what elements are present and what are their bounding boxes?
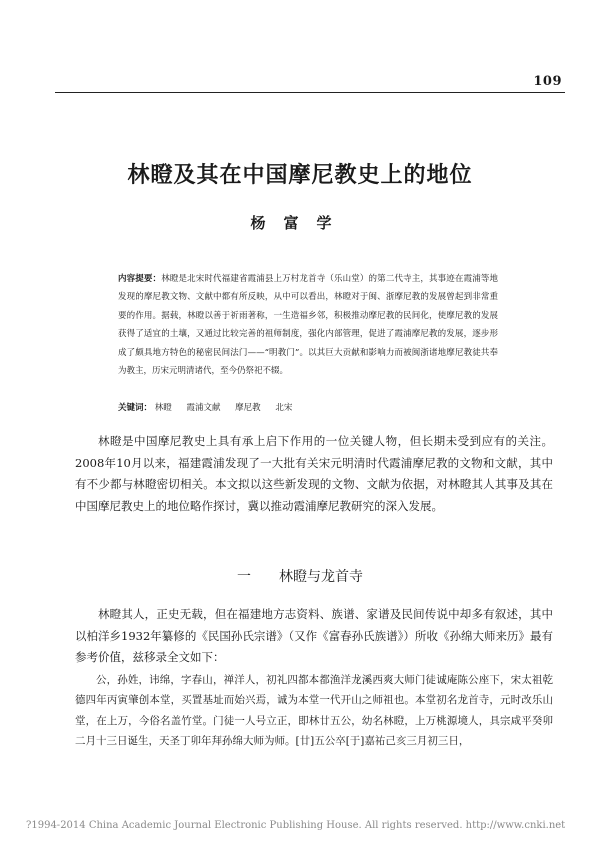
keyword: 霞浦文献	[186, 403, 221, 413]
section-heading	[0, 566, 600, 586]
abstract	[118, 270, 498, 380]
section-title: 林瞪与龙首寺	[279, 569, 363, 585]
keyword: 北宋	[275, 403, 293, 413]
page-number: 109	[533, 74, 562, 89]
intro-paragraph: 林瞪是中国摩尼教史上具有承上启下作用的一位关键人物，但长期未受到应有的关注。2008年10月以来，福建霞浦发现了一大批有关宋元明清时代霞浦摩尼教的文物和文献，其中有不少都与林瞪密切相关。本文拟以这些新发现的文物、文献为依据，对林瞪其人其事及其在中国摩尼教史上的地位略作探讨，冀以推动霞浦摩尼教研究的深入发展。	[75, 434, 553, 513]
quoted-text: 公，孙姓，讳绵，字春山，禅洋人，初礼四都本都渔洋龙溪西爽大师门徒诚庵陈公座下，宋太祖乾德四年丙寅肇创本堂，买置基址而始兴焉，诚为本堂一代开山之师祖也。本堂初名龙首寺，元时改乐山堂，在上万，今俗名盖竹堂。门徒一人号立正，即林廿五公，幼名林瞪，上万桃源境人，具宗咸平癸卯二月十三日诞生，天圣丁卯年拜孙绵大师为师。[廿]五公卒[于]嘉祐己亥三月初三日，	[75, 674, 553, 748]
abstract-label: 内容提要：	[118, 274, 162, 284]
keywords-label: 关键词：	[118, 403, 153, 413]
keywords	[118, 399, 498, 417]
abstract-text: 林瞪是北宋时代福建省霞浦县上万村龙首寺（乐山堂）的第二代寺主，其事迹在霞浦等地发现的摩尼教文物、文献中都有所反映，从中可以看出，林瞪对于闽、浙摩尼教的发展曾起到非常重要的作用。据载，林瞪以善于祈雨著称，一生造福乡邻，积极推动摩尼教的民间化，使摩尼教的发展获得了适宜的土壤，又通过比较完善的祖师制度，强化内部管理，促进了霞浦摩尼教的发展，逐步形成了颇具地方特色的秘密民间法门——“明教门”。以其巨大贡献和影响力而被闽浙诸地摩尼教徒共奉为教主，历宋元明清诸代，至今仍祭祀不辍。	[118, 274, 498, 377]
article-title: 林瞪及其在中国摩尼教史上的地位	[127, 162, 473, 188]
copyright-footer: ?1994-2014 China Academic Journal Electronic Publishing House. All rights reserved. http://www.cnki.net	[26, 820, 566, 831]
section-number: 一	[237, 569, 251, 585]
author-name: 杨富学	[250, 214, 350, 232]
header-rule	[55, 92, 565, 93]
keyword: 林瞪	[154, 403, 172, 413]
keyword: 摩尼教	[235, 403, 261, 413]
body-paragraph: 林瞪其人，正史无载，但在福建地方志资料、族谱、家谱及民间传说中却多有叙述，其中以柏洋乡1932年纂修的《民国孙氏宗谱》（又作《富春孙氏族谱》）所收《孙绵大师来历》最有参考价值，兹移录全文如下：	[75, 607, 553, 664]
